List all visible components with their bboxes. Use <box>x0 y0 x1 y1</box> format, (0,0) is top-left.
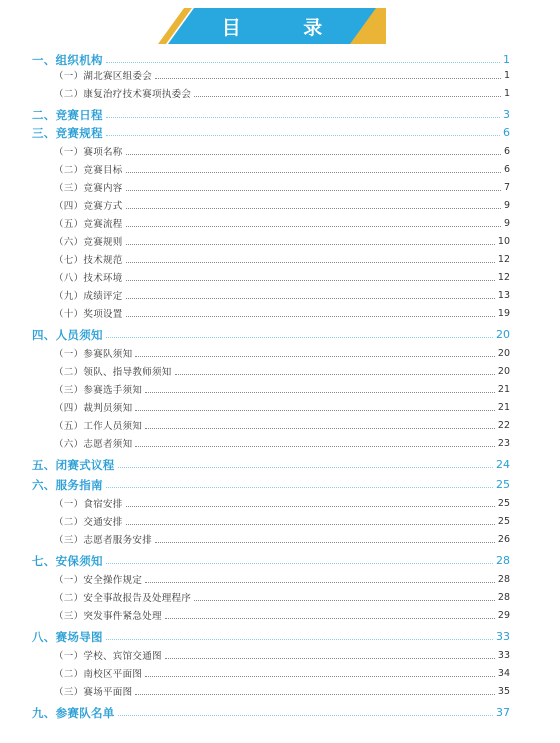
toc-entry-label: 三、竞赛规程 <box>32 125 103 140</box>
toc-page-number: 33 <box>496 630 510 643</box>
toc-subsection-entry[interactable] <box>32 198 510 212</box>
toc-dot-leader <box>145 582 495 583</box>
toc-entry-label: （一）赛项名称 <box>54 147 123 158</box>
toc-page-number: 33 <box>497 649 510 661</box>
toc-dot-leader <box>126 316 495 317</box>
toc-subsection-entry[interactable] <box>32 418 510 432</box>
toc-subsection-entry[interactable] <box>32 532 510 546</box>
toc-dot-leader <box>106 337 493 338</box>
toc-entry-label: （一）学校、宾馆交通图 <box>54 651 162 662</box>
toc-section-entry[interactable] <box>32 704 510 721</box>
toc-dot-leader <box>106 563 493 564</box>
toc-section-entry[interactable] <box>32 476 510 493</box>
toc-section-entry[interactable] <box>32 552 510 569</box>
toc-entry-label: （二）南校区平面图 <box>54 669 143 680</box>
toc-page-number: 22 <box>497 419 510 431</box>
toc-entry-label: （十）奖项设置 <box>54 309 123 320</box>
toc-entry-label: （二）安全事故报告及处理程序 <box>54 593 192 604</box>
toc-entry-label: 九、参赛队名单 <box>32 705 115 720</box>
toc-dot-leader <box>126 262 495 263</box>
toc-entry-label: （四）竞赛方式 <box>54 201 123 212</box>
toc-dot-leader <box>145 676 495 677</box>
toc-entry-label: （一）食宿安排 <box>54 499 123 510</box>
toc-subsection-entry[interactable] <box>32 68 510 82</box>
toc-subsection-entry[interactable] <box>32 306 510 320</box>
toc-subsection-entry[interactable] <box>32 608 510 622</box>
toc-entry-label: 一、组织机构 <box>32 52 103 67</box>
toc-subsection-entry[interactable] <box>32 86 510 100</box>
toc-entry-label: 八、赛场导图 <box>32 629 103 644</box>
toc-page-number: 25 <box>497 515 510 527</box>
toc-subsection-entry[interactable] <box>32 252 510 266</box>
toc-page-number: 1 <box>503 53 510 66</box>
toc-page-number: 6 <box>503 145 510 157</box>
toc-dot-leader <box>194 600 495 601</box>
toc-page-number: 6 <box>503 126 510 139</box>
toc-entry-label: （三）参赛选手须知 <box>54 385 143 396</box>
toc-entry-label: （六）志愿者须知 <box>54 439 133 450</box>
toc-page-number: 20 <box>497 347 510 359</box>
toc-dot-leader <box>126 506 495 507</box>
toc-entry-label: （一）安全操作规定 <box>54 575 143 586</box>
toc-subsection-entry[interactable] <box>32 234 510 248</box>
toc-entry-label: （一）湖北赛区组委会 <box>54 71 153 82</box>
toc-subsection-entry[interactable] <box>32 364 510 378</box>
toc-page-number: 9 <box>503 217 510 229</box>
toc-subsection-entry[interactable] <box>32 216 510 230</box>
toc-entry-label: （三）竞赛内容 <box>54 183 123 194</box>
toc-page-number: 7 <box>503 181 510 193</box>
toc-page-number: 35 <box>497 685 510 697</box>
toc-entry-label: （二）领队、指导教师须知 <box>54 367 172 378</box>
toc-dot-leader <box>145 392 495 393</box>
toc-entry-label: （六）竞赛规则 <box>54 237 123 248</box>
toc-dot-leader <box>118 467 493 468</box>
toc-dot-leader <box>106 639 493 640</box>
toc-dot-leader <box>106 117 500 118</box>
toc-page-number: 23 <box>497 437 510 449</box>
toc-dot-leader <box>106 487 493 488</box>
toc-subsection-entry[interactable] <box>32 514 510 528</box>
toc-subsection-entry[interactable] <box>32 270 510 284</box>
toc-subsection-entry[interactable] <box>32 666 510 680</box>
toc-page-number: 6 <box>503 163 510 175</box>
toc-subsection-entry[interactable] <box>32 382 510 396</box>
toc-section-entry[interactable] <box>32 51 510 68</box>
toc-section-entry[interactable] <box>32 628 510 645</box>
toc-page-number: 24 <box>496 458 510 471</box>
toc-dot-leader <box>175 374 495 375</box>
toc-dot-leader <box>165 618 495 619</box>
toc-page-number: 12 <box>497 253 510 265</box>
toc-dot-leader <box>118 715 493 716</box>
toc-subsection-entry[interactable] <box>32 180 510 194</box>
toc-page-number: 1 <box>503 69 510 81</box>
toc-page-number: 10 <box>497 235 510 247</box>
toc-page-number: 28 <box>497 591 510 603</box>
toc-entry-label: （七）技术规范 <box>54 255 123 266</box>
toc-entry-label: （二）竞赛目标 <box>54 165 123 176</box>
toc-dot-leader <box>155 542 495 543</box>
toc-page-number: 28 <box>496 554 510 567</box>
toc-page-number: 3 <box>503 108 510 121</box>
toc-entry-label: （三）突发事件紧急处理 <box>54 611 162 622</box>
toc-page-number: 29 <box>497 609 510 621</box>
toc-dot-leader <box>135 410 495 411</box>
toc-entry-label: 六、服务指南 <box>32 477 103 492</box>
toc-subsection-entry[interactable] <box>32 496 510 510</box>
toc-entry-label: （八）技术环境 <box>54 273 123 284</box>
toc-section-entry[interactable] <box>32 106 510 123</box>
toc-subsection-entry[interactable] <box>32 648 510 662</box>
toc-page-number: 21 <box>497 401 510 413</box>
toc-page-number: 21 <box>497 383 510 395</box>
toc-entry-label: （四）裁判员须知 <box>54 403 133 414</box>
toc-page-number: 28 <box>497 573 510 585</box>
toc-subsection-entry[interactable] <box>32 590 510 604</box>
toc-page-number: 34 <box>497 667 510 679</box>
toc-page-number: 13 <box>497 289 510 301</box>
page-title: 目 录 <box>221 16 351 39</box>
toc-subsection-entry[interactable] <box>32 288 510 302</box>
toc-entry-label: （五）工作人员须知 <box>54 421 143 432</box>
toc-entry-label: （九）成绩评定 <box>54 291 123 302</box>
toc-dot-leader <box>155 78 501 79</box>
toc-entry-label: （三）赛场平面图 <box>54 687 133 698</box>
toc-subsection-entry[interactable] <box>32 162 510 176</box>
toc-section-entry[interactable] <box>32 326 510 343</box>
toc-dot-leader <box>126 172 501 173</box>
toc-page-number: 12 <box>497 271 510 283</box>
toc-dot-leader <box>126 208 501 209</box>
toc-dot-leader <box>126 280 495 281</box>
toc-entry-label: （二）交通安排 <box>54 517 123 528</box>
toc-entry-label: 四、人员须知 <box>32 327 103 342</box>
toc-page-number: 9 <box>503 199 510 211</box>
toc-dot-leader <box>126 244 495 245</box>
toc-subsection-entry[interactable] <box>32 436 510 450</box>
toc-page-number: 25 <box>496 478 510 491</box>
toc-page-number: 26 <box>497 533 510 545</box>
toc-subsection-entry[interactable] <box>32 400 510 414</box>
toc-subsection-entry[interactable] <box>32 346 510 360</box>
toc-dot-leader <box>126 154 501 155</box>
toc-page-number: 19 <box>497 307 510 319</box>
toc-entry-label: 七、安保须知 <box>32 553 103 568</box>
toc-dot-leader <box>106 135 500 136</box>
toc-dot-leader <box>126 524 495 525</box>
toc-subsection-entry[interactable] <box>32 144 510 158</box>
toc-entry-label: （二）康复治疗技术赛项执委会 <box>54 89 192 100</box>
toc-entry-label: 五、闭赛式议程 <box>32 457 115 472</box>
toc-page-number: 1 <box>503 87 510 99</box>
toc-dot-leader <box>194 96 501 97</box>
toc-section-entry[interactable] <box>32 456 510 473</box>
toc-section-entry[interactable] <box>32 124 510 141</box>
toc-dot-leader <box>135 446 495 447</box>
toc-entry-label: （三）志愿者服务安排 <box>54 535 153 546</box>
toc-dot-leader <box>165 658 495 659</box>
toc-entry-label: 二、竞赛日程 <box>32 107 103 122</box>
toc-dot-leader <box>135 694 495 695</box>
toc-dot-leader <box>126 226 501 227</box>
toc-subsection-entry[interactable] <box>32 684 510 698</box>
toc-entry-label: （一）参赛队须知 <box>54 349 133 360</box>
toc-entry-label: （五）竞赛流程 <box>54 219 123 230</box>
toc-subsection-entry[interactable] <box>32 572 510 586</box>
toc-dot-leader <box>126 298 495 299</box>
toc-page-number: 20 <box>497 365 510 377</box>
toc-page-number: 25 <box>497 497 510 509</box>
toc-dot-leader <box>145 428 495 429</box>
toc-dot-leader <box>135 356 495 357</box>
toc-dot-leader <box>126 190 501 191</box>
toc-page-number: 20 <box>496 328 510 341</box>
toc-dot-leader <box>106 62 500 63</box>
toc-page-number: 37 <box>496 706 510 719</box>
